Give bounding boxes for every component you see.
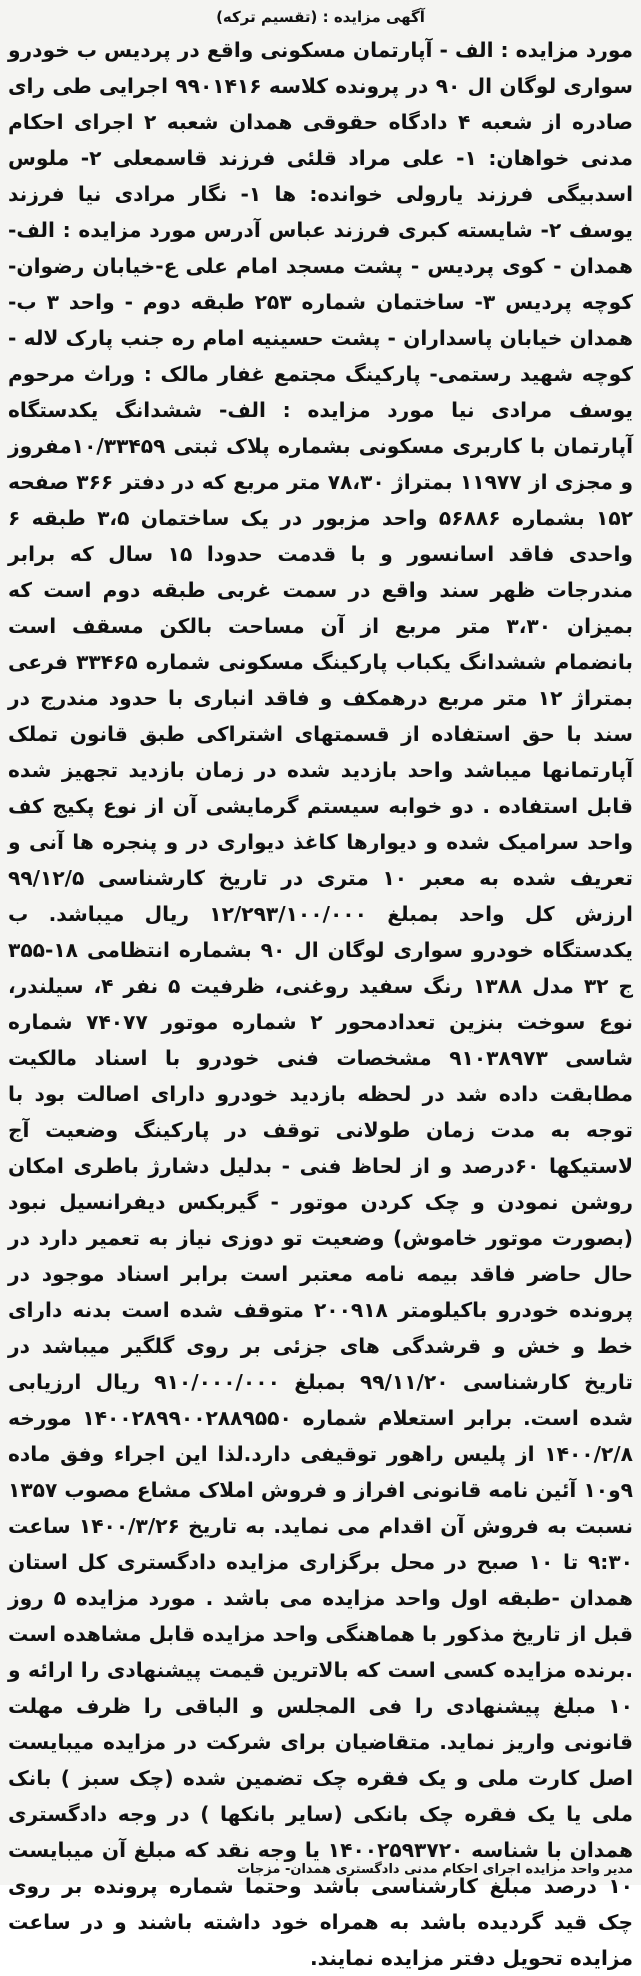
notice-body: مورد مزایده : الف - آپارتمان مسکونی واقع در پردیس ب خودرو سواری لوگان ال ۹۰ در پرونده کلاسه ۹۹۰۱۴۱۶ اجرایی طی رای صادره از شعبه ۴ دادگاه حقوقی همدان شعبه ۲ اجرای احکام مدنی خواهان: ۱- علی مراد قلئی فرزند قاسمعلی ۲- ملوس اسدبیگی فرزند یارولی خوانده: ها ۱- نگار مرادی نیا فرزند یوسف ۲- شایسته کبری فرزند عباس آدرس مورد مزایده : الف- همدان - کوی پردیس - پشت مسجد امام علی ع-خیابان رضوان- کوچه پردیس ۳- ساختمان شماره ۲۵۳ طبقه دوم - واحد ۳ ب- همدان خیابان پاسداران - پشت حسینیه امام ره جنب پارک لاله - کوچه شهید رستمی- پارکینگ مجتمع غفار مالک : وراث مرحوم یوسف مرادی نیا مورد مزایده : الف- ششدانگ یکدستگاه آپارتمان با کاربری مسکونی بشماره پلاک ثبتی ۱۰/۳۳۴۵۹مفروز و مجزی از ۱۱۹۷۷ بمتراژ ۷۸،۳۰ متر مربع که در دفتر ۳۶۶ صفحه ۱۵۲ بشماره ۵۶۸۸۶ واحد مزبور در یک ساختمان ۳،۵ طبقه ۶ واحدی فاقد اسانسور و با قدمت حدودا ۱۵ سال که برابر مندرجات ظهر سند واقع در سمت غربی طبقه دوم است که بمیزان ۳،۳۰ متر مربع از آن مساحت بالکن مسقف است بانضمام ششدانگ یکباب پارکینگ مسکونی شماره ۳۳۴۶۵ فرعی بمتراژ ۱۲ متر مربع درهمکف و فاقد انباری با حدود مندرج در سند با حق استفاده از قسمتهای اشتراکی طبق قانون تملک آپارتمانها میباشد واحد بازدید شده در زمان بازدید تجهیز شده قابل استفاده . دو خوابه سیستم گرمایشی آن از نوع پکیج کف واحد سرامیک شده و دیوارها کاغذ دیواری در و پنجره ها آنی و تعریف شده به معبر ۱۰ متری در تاریخ کارشناسی ۹۹/۱۲/۵ ارزش کل واحد بمبلغ ۱۲/۲۹۳/۱۰۰/۰۰۰ ریال میباشد. ب یکدستگاه خودرو سواری لوگان ال ۹۰ بشماره انتظامی ۱۸-۳۵۵ ج ۳۲ مدل ۱۳۸۸ رنگ سفید روغنی، ظرفیت ۵ نفر ۴، سیلندر، نوع سوخت بنزین تعدادمحور ۲ شماره موتور ۷۴۰۷۷ شماره شاسی ۹۱۰۳۸۹۷۳ مشخصات فنی خودرو با اسناد مالکیت مطابقت داده شد در لحظه بازدید خودرو دارای اصالت بود با توجه به مدت زمان طولانی توقف در پارکینگ وضعیت آج لاستیکها ۶۰درصد و از لحاظ فنی - بدلیل دشارژ باطری امکان روشن نمودن و چک کردن موتور - گیربکس دیفرانسیل نبود (بصورت موتور خاموش) وضعیت تو دوزی نیاز به تعمیر دارد در حال حاضر فاقد بیمه نامه معتبر است برابر اسناد موجود در پرونده خودرو باکیلومتر ۲۰۰۹۱۸ متوقف شده است بدنه دارای خط و خش و قرشدگی های جزئی بر روی گلگیر میباشد در تاریخ کارشناسی ۹۹/۱۱/۲۰ بمبلغ ۹۱۰/۰۰۰/۰۰۰ ریال ارزیابی شده است. برابر استعلام شماره ۱۴۰۰۲۸۹۹۰۰۲۸۸۹۵۵۰ مورخه ۱۴۰۰/۲/۸ از پلیس راهور توقیفی دارد.لذا این اجراء وفق ماده ۹و۱۰ آئین نامه قانونی افراز و فروش املاک مشاع مصوب ۱۳۵۷ نسبت به فروش آن اقدام می نماید. به تاریخ ۱۴۰۰/۳/۲۶ ساعت ۹:۳۰ تا ۱۰ صبح در محل برگزاری مزایده دادگستری کل استان همدان -طبقه اول واحد مزایده می باشد . مورد مزایده ۵ روز قبل از تاریخ مذکور با هماهنگی واحد مزایده قابل مشاهده است .برنده مزایده کسی است که بالاترین قیمت پیشنهادی را ارائه و ۱۰ مبلغ پیشنهادی را فی المجلس و الباقی را ظرف مهلت قانونی واریز نماید. متقاضیان برای شرکت در مزایده میبایست اصل کارت ملی و یک فقره چک تضمین شده (چک سبز ) بانک ملی یا یک فقره چک بانکی (سایر بانکها ) در وجه دادگستری همدان با شناسه ۱۴۰۰۲۵۹۳۷۲۰ یا وجه نقد که مبلغ آن میبایست ۱۰ درصد مبلغ کارشناسی باشد وحتما شماره پرونده بر روی چک قید گردیده باشد به همراه خود داشته باشند و در ساعت مزایده تحویل دفتر مزایده نمایند.	[8, 38, 634, 1970]
notice-title: آگهی مزایده : (تقسیم ترکه)	[216, 8, 425, 26]
notice-footer: مدیر واحد مزایده اجرای احکام مدنی دادگستری همدان- مزجات	[236, 1862, 633, 1877]
